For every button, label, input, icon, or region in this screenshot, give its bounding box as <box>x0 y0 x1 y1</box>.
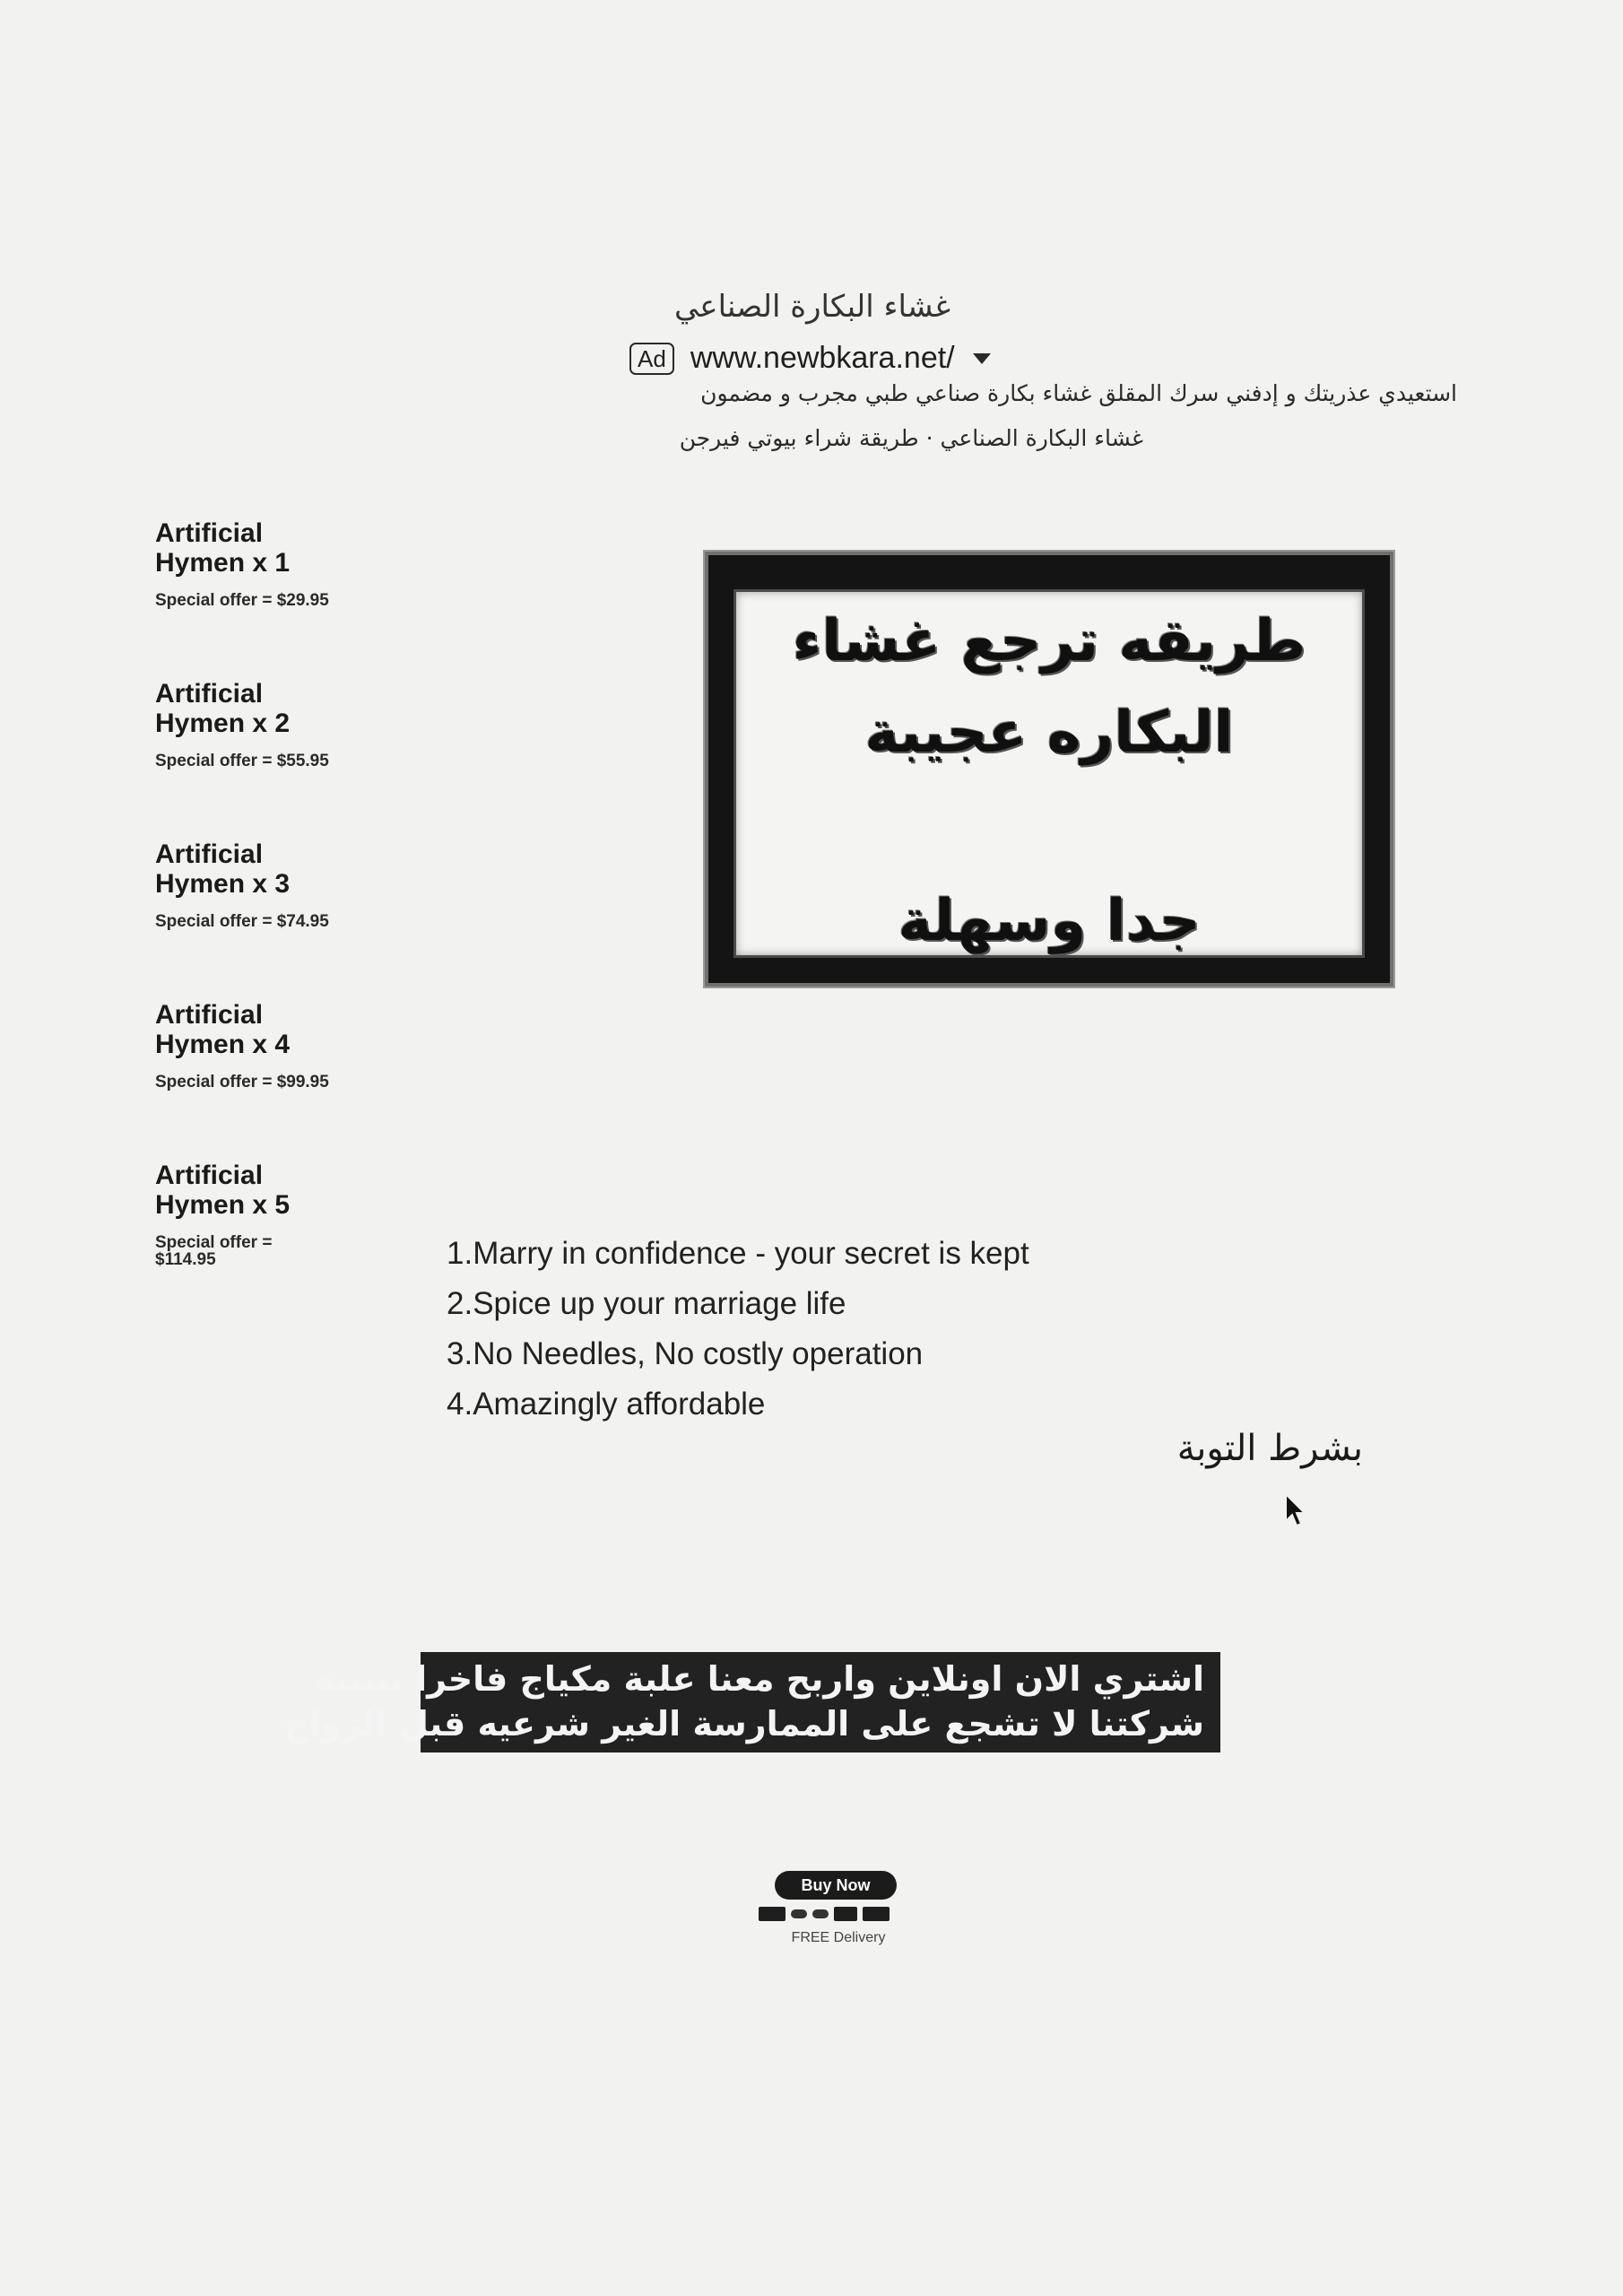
buy-now-button[interactable]: Buy Now <box>775 1871 897 1900</box>
notice-line1: اشتري الان اونلاين واربح معنا علبة مكياج فاخرا بتنبيه <box>314 1659 1204 1699</box>
product-item[interactable] <box>155 518 361 609</box>
product-name-line1: Artificial <box>155 1000 264 1030</box>
banner-line1: طريقه ترجع غشاء <box>792 608 1306 674</box>
product-name-line2: Hymen x 5 <box>155 1190 291 1220</box>
product-offer-line2: $114.95 <box>155 1250 216 1269</box>
product-name-line1: Artificial <box>155 518 264 548</box>
product-name-line1: Artificial <box>155 1161 264 1190</box>
card-icon <box>791 1909 807 1918</box>
notice-line2: شركتنا لا تشجع على الممارسة الغير شرعيه قبل الزواج <box>283 1704 1204 1744</box>
card-icon <box>863 1907 890 1921</box>
condition-text: بشرط التوبة <box>1176 1428 1363 1469</box>
product-name-line2: Hymen x 3 <box>155 869 291 899</box>
cursor-icon <box>1284 1492 1307 1528</box>
benefit-item: 4.Amazingly affordable <box>447 1387 766 1422</box>
card-icon <box>812 1909 829 1918</box>
product-offer <box>155 1234 361 1268</box>
product-name-line2: Hymen x 1 <box>155 548 291 578</box>
card-icon <box>759 1907 785 1921</box>
notice-banner <box>283 1652 1220 1752</box>
product-name-line1: Artificial <box>155 839 264 869</box>
banner-panel <box>733 589 1365 958</box>
product-name <box>155 679 361 738</box>
product-name-line2: Hymen x 4 <box>155 1030 291 1059</box>
product-offer-line1: Special offer = <box>155 1233 273 1252</box>
ad-title[interactable]: غشاء البكارة الصناعي <box>673 289 950 325</box>
ad-badge: Ad <box>629 343 674 375</box>
product-name-line1: Artificial <box>155 679 264 709</box>
card-icon <box>834 1907 857 1921</box>
product-item[interactable] <box>155 839 361 930</box>
banner-image[interactable] <box>705 552 1393 987</box>
product-offer: Special offer = $29.95 <box>155 591 329 610</box>
product-name-line2: Hymen x 2 <box>155 709 291 738</box>
caret-down-icon[interactable] <box>973 353 991 364</box>
product-offer: Special offer = $55.95 <box>155 752 329 770</box>
ad-url-row <box>629 341 991 376</box>
banner-line3: جدا وسهلة <box>898 888 1201 954</box>
benefit-item: 3.No Needles, No costly operation <box>447 1336 924 1371</box>
product-item[interactable] <box>155 1161 361 1268</box>
ad-url-link[interactable]: www.newbkara.net/ <box>690 341 955 375</box>
product-name <box>155 839 361 899</box>
ad-description-line1: استعيدي عذريتك و إدفني سرك المقلق غشاء بكارة صناعي طبي مجرب و مضمون <box>700 380 1457 406</box>
product-name <box>155 518 361 578</box>
ad-description-line2: غشاء البكارة الصناعي · طريقة شراء بيوتي فيرجن <box>679 425 1143 451</box>
payment-icons <box>759 1907 890 1921</box>
product-name <box>155 1000 361 1059</box>
product-item[interactable] <box>155 1000 361 1091</box>
product-name <box>155 1161 361 1220</box>
product-offer: Special offer = $99.95 <box>155 1073 329 1091</box>
product-item[interactable] <box>155 679 361 770</box>
banner-line2: البكاره عجيبة <box>864 700 1234 766</box>
free-delivery-text: FREE Delivery <box>791 1930 886 1945</box>
benefit-item: 2.Spice up your marriage life <box>447 1286 846 1321</box>
benefit-item: 1.Marry in confidence - your secret is kept <box>447 1236 1029 1271</box>
product-offer: Special offer = $74.95 <box>155 912 329 931</box>
